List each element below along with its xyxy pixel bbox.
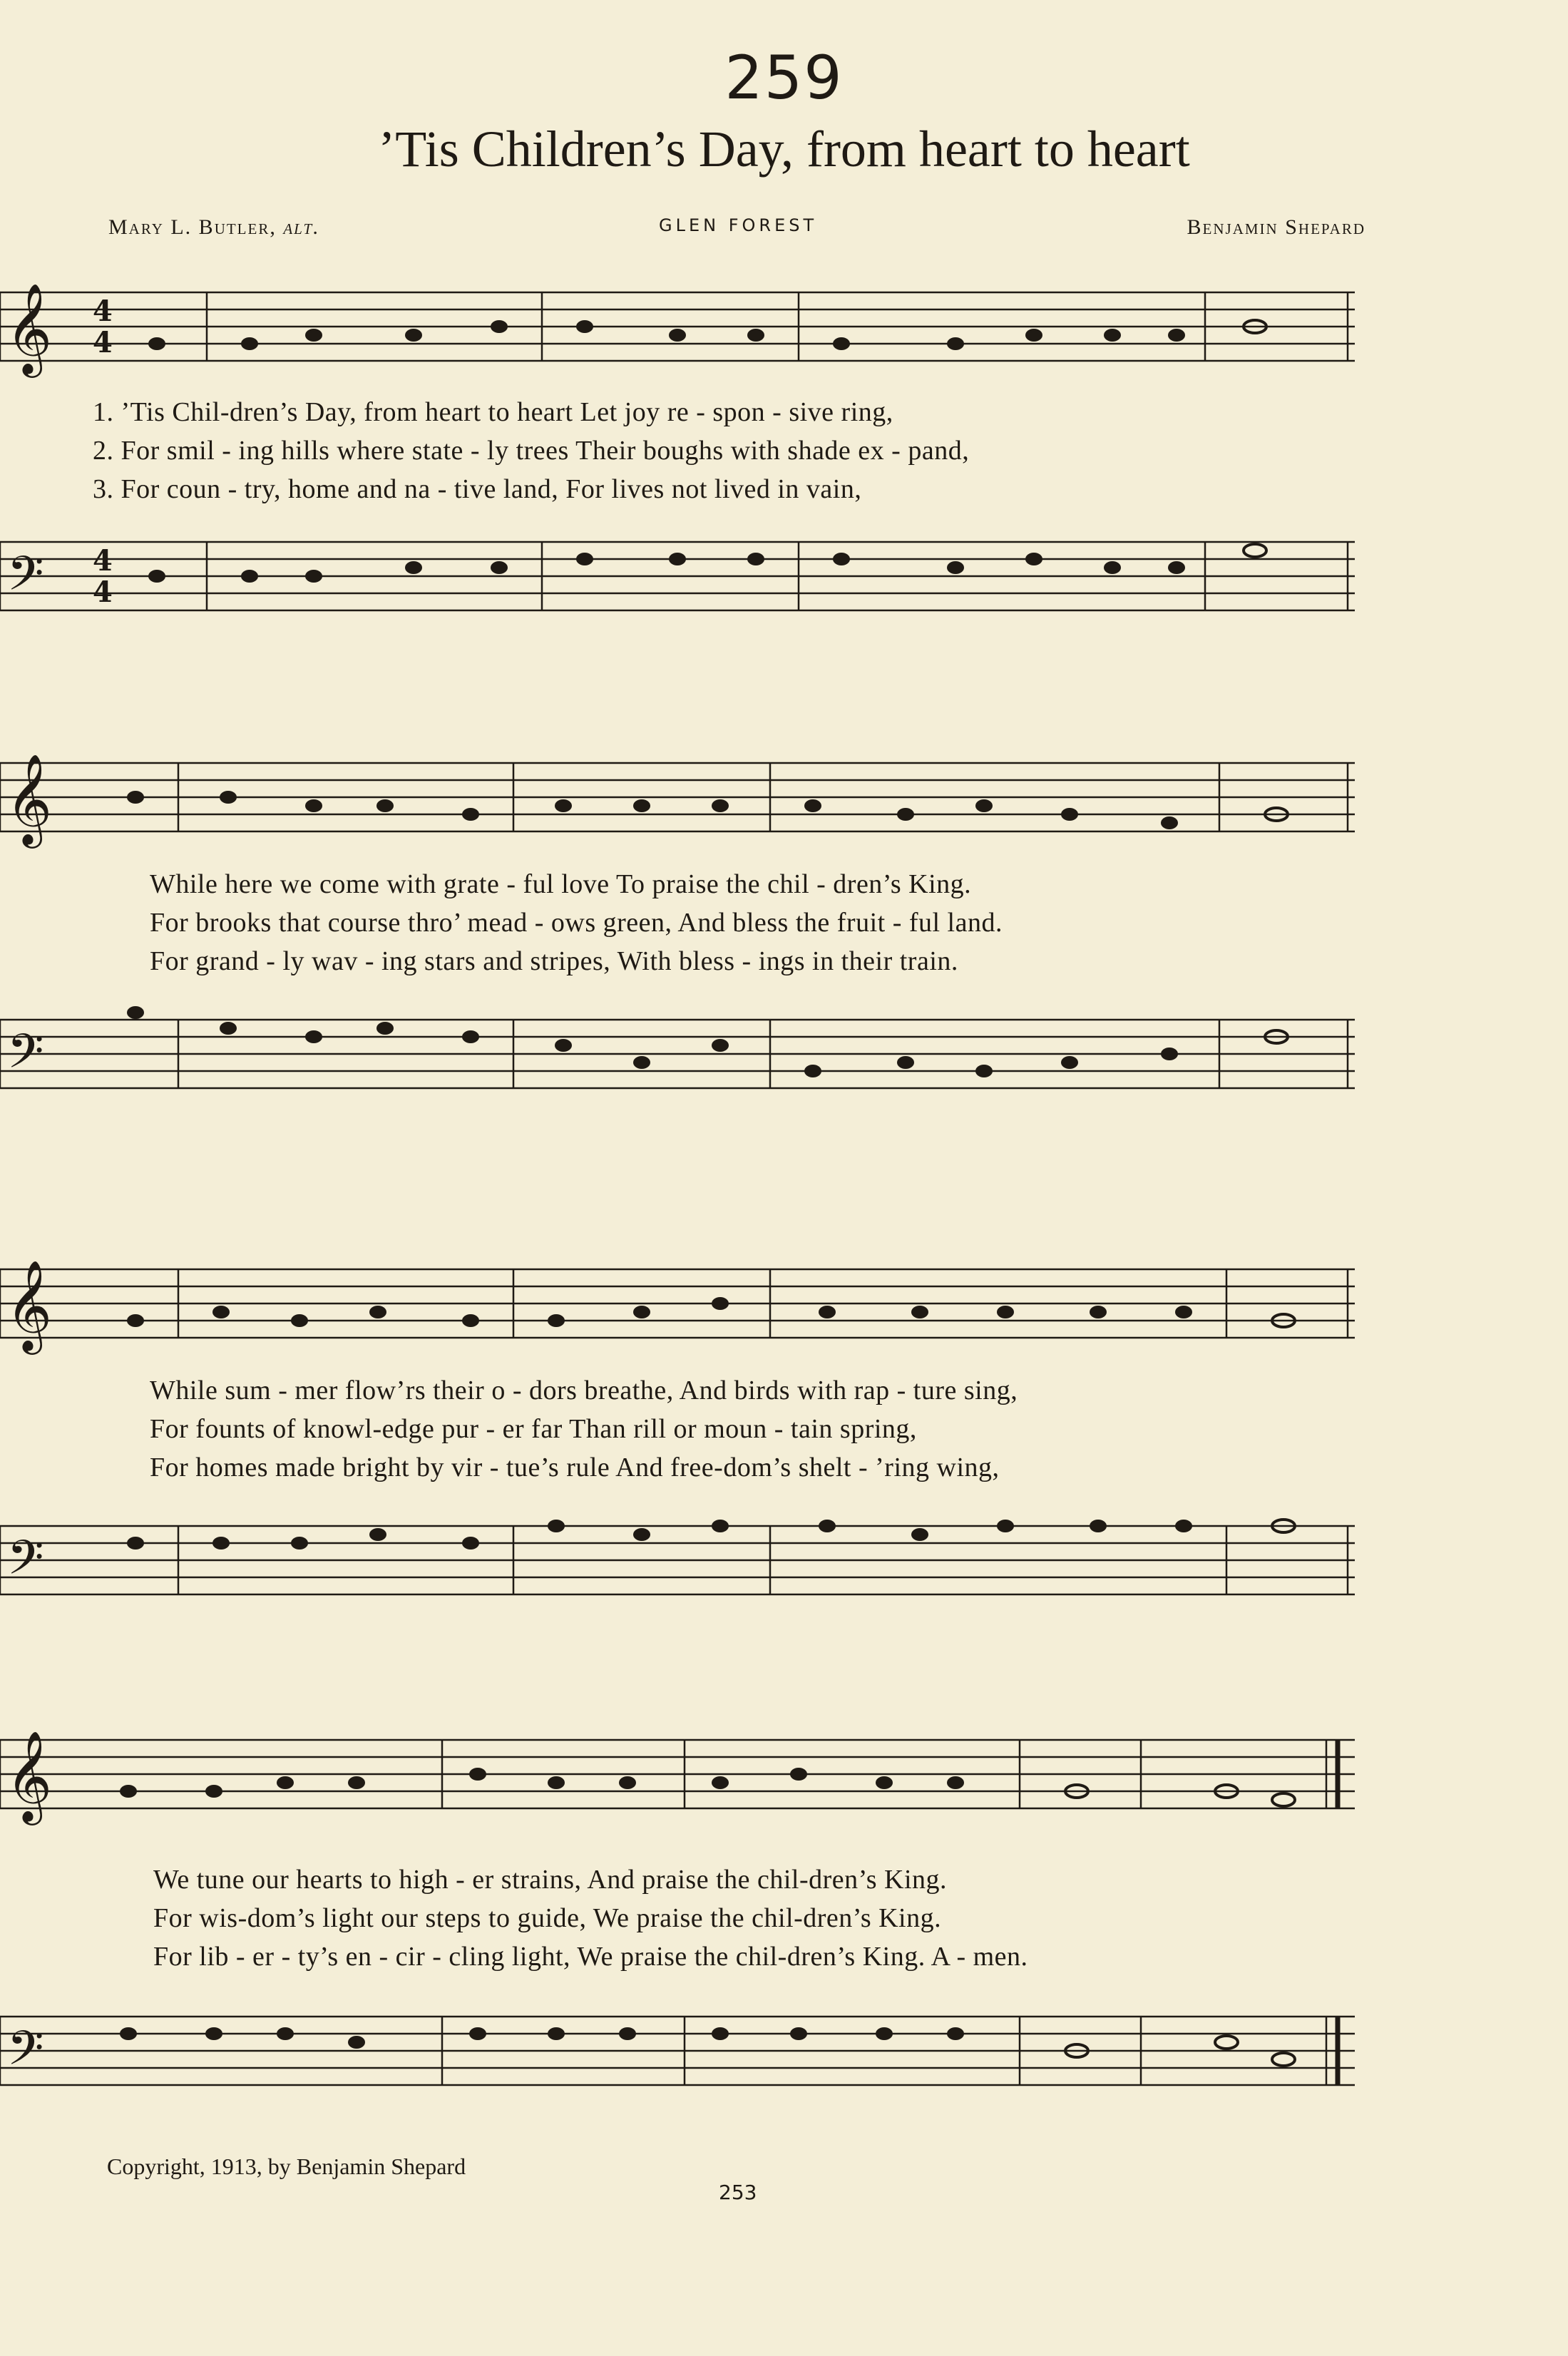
tune-name: GLEN FOREST (659, 215, 818, 235)
bass-staff (0, 2002, 1355, 2109)
lyric-line: For lib - er - ty’s en - cir - cling light, We praise the chil-dren’s King. A - men. (153, 1942, 1028, 1972)
svg-text:𝄢: 𝄢 (7, 546, 44, 613)
treble-staff (0, 1726, 1355, 1833)
svg-text:𝄢: 𝄢 (7, 2021, 44, 2087)
svg-text:𝄢: 𝄢 (7, 1024, 44, 1090)
lyric-line: 2. For smil - ing hills where state - ly trees Their boughs with shade ex - pand, (93, 436, 970, 466)
lyric-line: We tune our hearts to high - er strains, And praise the chil-dren’s King. (153, 1865, 948, 1895)
lyric-line: 1. ’Tis Chil-dren’s Day, from heart to heart Let joy re - spon - sive ring, (93, 397, 893, 427)
svg-text:4: 4 (93, 326, 113, 359)
svg-text:4: 4 (93, 294, 113, 328)
svg-text:𝄞: 𝄞 (6, 753, 53, 844)
bass-staff (0, 528, 1355, 635)
author-name: Mary L. Butler, (108, 215, 277, 239)
composer-credit: Benjamin Shepard (1187, 215, 1365, 239)
svg-text:𝄞: 𝄞 (6, 1259, 53, 1351)
page-number: 253 (719, 2181, 757, 2204)
lyric-line: While sum - mer flow’rs their o - dors breathe, And birds with rap - ture sing, (150, 1376, 1018, 1405)
hymn-title: ’Tis Children’s Day, from heart to heart (378, 121, 1190, 178)
hymn-number: 259 (724, 43, 844, 113)
lyric-line: For founts of knowl-edge pur - er far Than rill or moun - tain spring, (150, 1414, 917, 1444)
lyric-line: 3. For coun - try, home and na - tive land, For lives not lived in vain, (93, 474, 862, 504)
treble-staff (0, 1255, 1355, 1362)
lyric-line: For homes made bright by vir - tue’s rule And free-dom’s shelt - ’ring wing, (150, 1453, 1000, 1482)
author-credit (108, 215, 320, 240)
svg-text:4: 4 (93, 544, 113, 578)
lyric-line: For brooks that course thro’ mead - ows green, And bless the fruit - ful land. (150, 908, 1003, 938)
lyric-line: While here we come with grate - ful love To praise the chil - dren’s King. (150, 869, 972, 899)
lyric-line: For grand - ly wav - ing stars and stripes, With bless - ings in their train. (150, 946, 958, 976)
treble-staff (0, 749, 1355, 856)
bass-staff (0, 1005, 1355, 1112)
treble-staff (0, 278, 1355, 385)
copyright-notice: Copyright, 1913, by Benjamin Shepard (107, 2153, 466, 2179)
lyric-line: For wis-dom’s light our steps to guide, We praise the chil-dren’s King. (153, 1903, 942, 1933)
svg-text:4: 4 (93, 575, 113, 609)
author-note: alt. (283, 215, 320, 239)
bass-staff (0, 1512, 1355, 1619)
svg-text:𝄞: 𝄞 (6, 1730, 53, 1821)
svg-text:𝄞: 𝄞 (6, 282, 53, 374)
svg-text:𝄢: 𝄢 (7, 1530, 44, 1597)
